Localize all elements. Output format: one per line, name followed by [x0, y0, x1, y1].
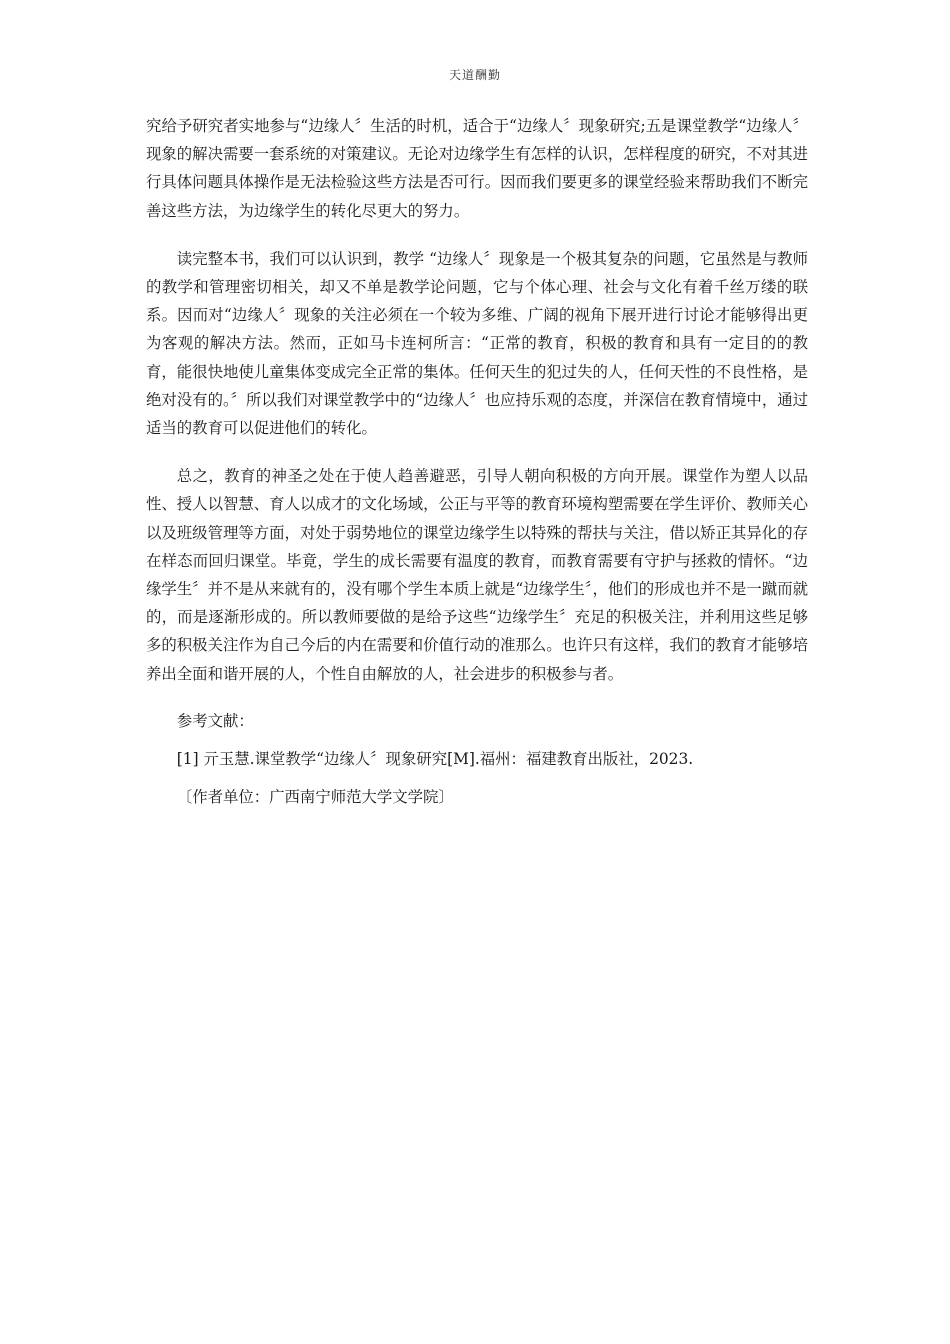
- document-body: [146, 112, 808, 822]
- paragraph-continuation: 究给予研究者实地参与“边缘人〞生活的时机，适合于“边缘人〞现象研究;五是课堂教学“边缘人〞现象的解决需要一套系统的对策建议。无论对边缘学生有怎样的认识，怎样程度的研究，不对其进行具体问题具体操作是无法检验这些方法是否可行。因而我们要更多的课堂经验来帮助我们不断完善这些方法，为边缘学生的转化尽更大的努力。: [146, 117, 808, 220]
- page-header: [0, 66, 950, 83]
- author-unit: 〔作者单位：广西南宁师范大学文学院〕: [176, 787, 454, 806]
- references-heading: 参考文献：: [176, 711, 254, 730]
- reference-item: [1] 亓玉慧.课堂教学“边缘人〞现象研究[M].福州：福建教育出版社，2023.: [176, 749, 694, 768]
- paragraph-book-reflection: 读完整本书，我们可以认识到，教学 “边缘人〞现象是一个极其复杂的问题，它虽然是与教师的教学和管理密切相关，却又不单是教学论问题，它与个体心理、社会与文化有着千丝万缕的联系。因而对“边缘人〞现象的关注必须在一个较为多维、广阔的视角下展开进行讨论才能够得出更为客观的解决方法。然而，正如马卡连柯所言：“正常的教育，积极的教育和具有一定目的的教育，能很快地使儿童集体变成完全正常的集体。任何天生的犯过失的人，任何天性的不良性格，是绝对没有的。〞所以我们对课堂教学中的“边缘人〞也应持乐观的态度，并深信在教育情境中，通过适当的教育可以促进他们的转化。: [146, 249, 808, 438]
- header-title: 天道酬勤: [448, 68, 501, 82]
- paragraph-conclusion: 总之，教育的神圣之处在于使人趋善避恶，引导人朝向积极的方向开展。课堂作为塑人以品性、授人以智慧、育人以成才的文化场域，公正与平等的教育环境构塑需要在学生评价、教师关心以及班级管理等方面，对处于弱势地位的课堂边缘学生以特殊的帮扶与关注，借以矫正其异化的存在样态而回归课堂。毕竟，学生的成长需要有温度的教育，而教育需要有守护与拯救的情怀。“边缘学生〞并不是从来就有的，没有哪个学生本质上就是“边缘学生〞，他们的形成也并不是一蹴而就的，而是逐渐形成的。所以教师要做的是给予这些“边缘学生〞充足的积极关注，并利用这些足够多的积极关注作为自己今后的内在需要和价值行动的准那么。也许只有这样，我们的教育才能够培养出全面和谐开展的人，个性自由解放的人，社会进步的积极参与者。: [146, 467, 808, 683]
